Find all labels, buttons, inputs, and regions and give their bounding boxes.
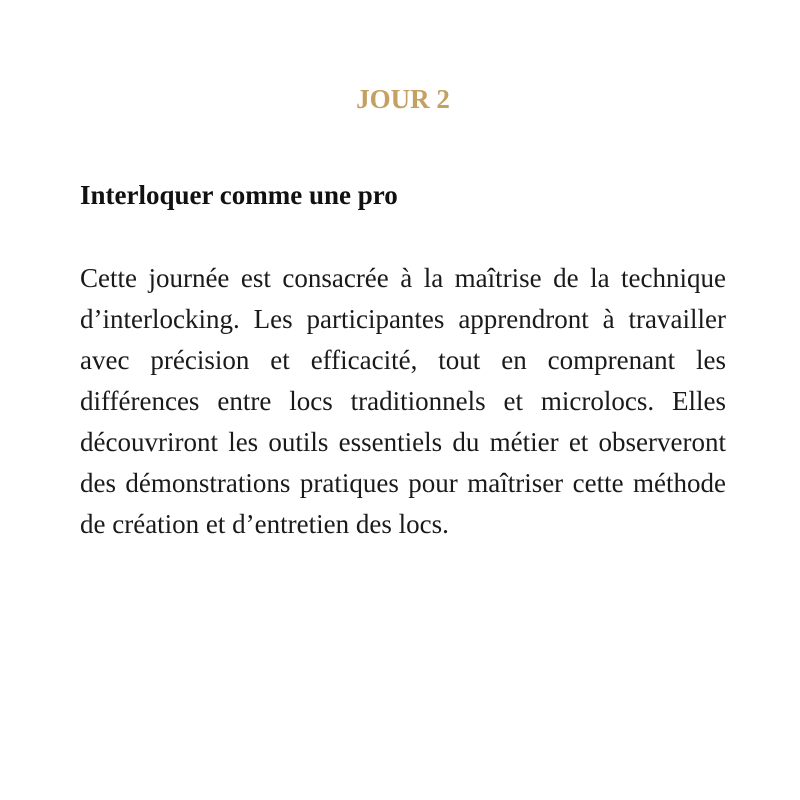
day-title: JOUR 2 <box>356 84 450 114</box>
section-title: Interloquer comme une pro <box>80 180 398 210</box>
body-paragraph: Cette journée est consacrée à la maîtrise de la technique d’interlocking. Les participantes apprendront à travailler avec précision et efficacité, tout en comprenant les différences entre locs traditionnels et microlocs. Elles découvriront les outils essentiels du métier et observeront des démonstrations pratiques pour maîtriser cette méthode de création et d’entretien des locs. <box>80 263 726 539</box>
